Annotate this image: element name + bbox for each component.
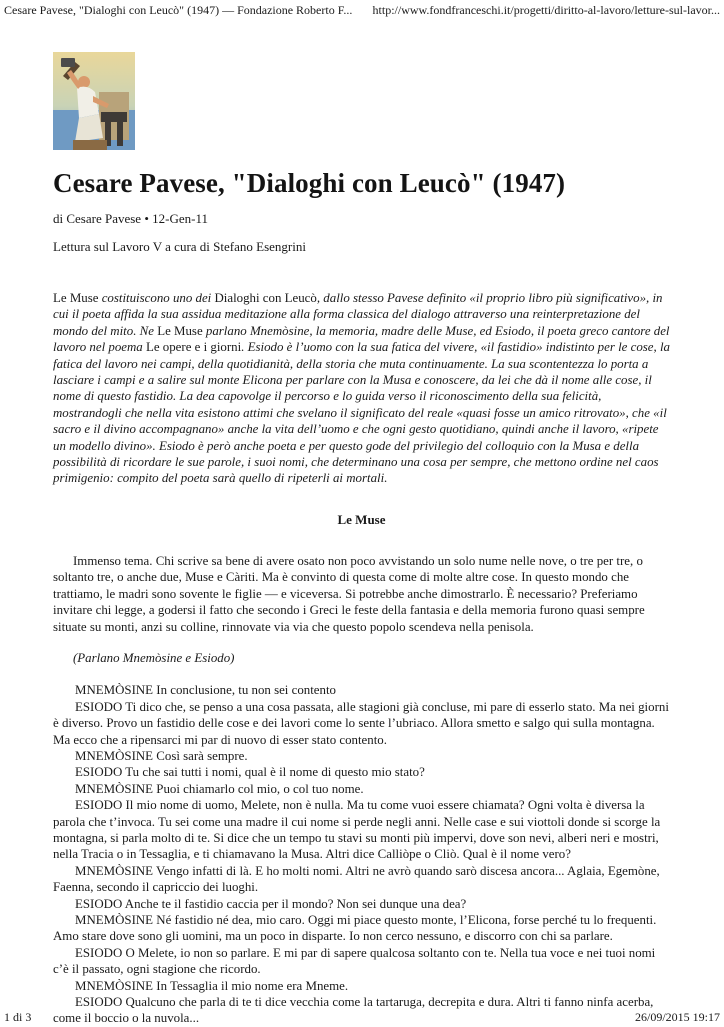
dialogue-line: MNEMÒSINE Né fastidio né dea, mio caro. Oggi mi piace questo monte, l’Elicona, forse perché tu lo frequenti. Amo stare dove sono gli uomini, ma un poco in disparte. Io non cerco nessuno, e discorro con chi sa parlare. xyxy=(53,913,657,944)
byline-separator: • xyxy=(144,211,149,226)
article-hero-image xyxy=(53,52,135,150)
dialogue-line: MNEMÒSINE Così sarà sempre. xyxy=(75,748,248,763)
article-title: Cesare Pavese, "Dialoghi con Leucò" (1947) xyxy=(53,168,566,198)
page-number: 1 di 3 xyxy=(4,1010,32,1024)
intro-segment: , dallo stesso Pavese definito «il proprio libro più significativo», in cui il poeta affida la sua assidua meditazione alla forma classica del dialogo attraverso una reinterpretazione del mondo del mito. Ne xyxy=(53,291,663,338)
byline-author: di Cesare Pavese xyxy=(53,211,142,226)
intro-segment: costituiscono uno dei xyxy=(101,291,215,305)
intro-segment: Le Muse xyxy=(157,323,206,338)
dialogue-line: ESIODO O Melete, io non so parlare. E mi par di sapere qualcosa soltanto con te. Nella tua voce e nei tuoi nomi c’è il passato, ogni stagione che ricordo. xyxy=(53,945,656,977)
dialogue-line: ESIODO Qualcuno che parla di te ti dice vecchia come la tartaruga, decrepita e dura. Altri ti fanno ninfa acerba, come il boccio o la nuvola... xyxy=(53,995,654,1026)
dialogue-line: MNEMÒSINE Vengo infatti di là. E ho molti nomi. Altri ne avrò quando sarò discesa ancora... Aglaia, Egemòne, Faenna, secondo il capriccio dei luoghi. xyxy=(53,863,660,895)
byline-date: 12-Gen-11 xyxy=(152,211,208,226)
intro-segment: Le opere e i giorni xyxy=(145,340,242,355)
intro-segment: Le Muse xyxy=(53,291,102,305)
intro-segment: Dialoghi con Leucò xyxy=(214,291,317,305)
dialogue-line: ESIODO Il mio nome di uomo, Melete, non è nulla. Ma tu come vuoi essere chiamata? Ogni volta è diversa la parola che t’invoca. Tu sei come una madre il cui nome si perde negli anni. Nelle case e sui viottoli donde si scorge la montagna, si parla molto di te. Si dice che un tempo tu stavi su monti più impervi, dove son nevi, alberi neri e mostri, nella Tracia o in Tessaglia, e ti chiamavano la Musa. Altri dice Calliòpe o Cliò. Qual è il nome vero? xyxy=(53,798,661,862)
intro-segment: parlano Mnemòsine, la memoria, madre delle Muse, ed Esiodo, il poeta greco cantore del lavoro nel poema xyxy=(53,323,670,355)
print-datetime: 26/09/2015 19:17 xyxy=(634,1010,720,1024)
article-subtitle: Lettura sul Lavoro V a cura di Stefano Esengrini xyxy=(53,239,306,254)
article xyxy=(53,166,670,1027)
dialogue-line: MNEMÒSINE In conclusione, tu non sei contento xyxy=(75,683,336,698)
dialogue-line: MNEMÒSINE Puoi chiamarlo col mio, o col tuo nome. xyxy=(75,781,364,796)
print-header-url: http://www.fondfranceschi.it/progetti/diritto-al-lavoro/letture-sul-lavor... xyxy=(372,3,720,17)
print-header-title: Cesare Pavese, "Dialoghi con Leucò" (1947) — Fondazione Roberto F... xyxy=(4,3,353,17)
print-header xyxy=(0,0,724,18)
dialogue-line: ESIODO Tu che sai tutti i nomi, qual è il nome di questo mio stato? xyxy=(75,765,425,780)
stage-direction: (Parlano Mnemòsine e Esiodo) xyxy=(73,650,235,665)
dialogue-line: MNEMÒSINE In Tessaglia il mio nome era Mneme. xyxy=(75,978,349,993)
intro-segment: . Esiodo è l’uomo con la sua fatica del vivere, «il fastidio» indistinto per le cose, la fatica del lavoro nei campi, della quotidianità, della storia che muta continuamente. La sua scontentezza lo porta a lasciare i campi e a salire sul monte Elicona per parlare con la Musa e conoscere, da lei che dà il nome alle cose, il nome di questo fastidio. La dea capovolge il percorso e lo guida verso il riconoscimento della sua felicità, mostrandogli che nella vita esistono attimi che svelano il significato del reale «quasi fosse un amico ritrovato», che «il sacro e il divino accompagnano» anche la vita dell’uomo e che ogni gesto quotidiano, quindi anche il lavoro, «ripete un modello divino». Esiodo è però anche poeta e per questo gode del privilegio del colloquio con la Musa e della possibilità di ricordare le sue parole, i suoi nomi, che determinano una cosa per sempre, che mettono ordine nel caos primigenio: compito del poeta sarà quello di ripeterli ai mortali. xyxy=(53,340,670,486)
dialogue-line: ESIODO Anche te il fastidio caccia per il mondo? Non sei dunque una dea? xyxy=(75,896,467,911)
byline xyxy=(53,210,670,228)
section-title: Le Muse xyxy=(337,511,386,527)
intro-paragraph xyxy=(53,290,670,487)
print-footer xyxy=(0,1010,724,1024)
worker-illustration xyxy=(53,52,135,150)
dialogue xyxy=(53,682,670,1027)
preface-paragraph: Immenso tema. Chi scrive sa bene di avere osato non poco avvistando un solo nume nelle nove, o tre per tre, o soltanto tre, o anche due, Muse e Càriti. Ma è convinto di questa come di molte altre cose. In questo mondo che trattiamo, le madri sono sovente le figlie — e viceversa. Si potrebbe anche dimostrarlo. È necessario? Preferiamo invitare chi legge, a godersi il fatto che secondo i Greci le feste della fantasia e della memoria furono quasi sempre situate su monti, anzi su colline, rinnovate via via che questo popolo scendeva nella penisola. xyxy=(53,553,645,634)
dialogue-line: ESIODO Ti dico che, se penso a una cosa passata, alle stagioni già concluse, mi pare di esserlo stato. Ma nei giorni è diverso. Provo un fastidio delle cose e dei lavori come lo sente l’ubriaco. Allora smetto e salgo qui sulla montagna. Ma ecco che a ripensarci mi par di nuovo di esser stato contento. xyxy=(53,699,669,747)
